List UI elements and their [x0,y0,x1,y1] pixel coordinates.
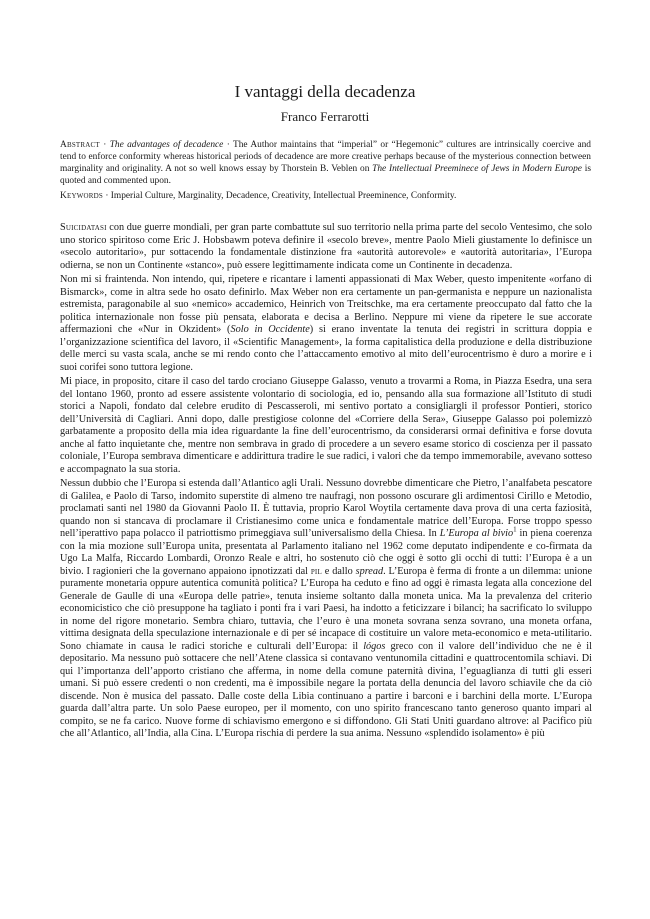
paragraph-4-text-e: greco con il valore dell’individuo che ne è il depositario. Ma nessuno può sottacere che nell’Atene classica si contavano ventunomila cittadini e quattrocentomila schiavi. Di qui l’importanza dell’apporto cristiano che afferma, in nome della comune paternità divina, l’eguaglianza di tutti gli esseri umani. Si può essere credenti o non credenti, ma è impossibile negare la portata della denuncia del lavoro schiavile che da ciò discende. Non è musica del passato. Dalle coste della Libia continuano a partire i barconi e i barchini della morte. L’Europa guarda dall’altra parte. Un solo Paese europeo, per il momento, con uno spirito francescano tanto generoso quanto impari al compito, se ne fa carico. Nuove forme di schiavismo emergono e si diffondono. Gli Stati Uniti guardano altrove: al Pacifico più che all’Atlantico, all’India, alla Cina. L’Europa rischia di perdere la sua anima. Nessuno «splendido isolamento» è più [60,640,592,739]
paragraph-4-logos: lógos [363,640,386,652]
paragraph-1 [60,222,592,272]
paragraph-2-italic: Solo in Occidente [230,324,310,335]
abstract-book-title: The Intellectual Preeminece of Jews in Modern Europe [372,164,582,174]
article-author: Franco Ferrarotti [280,109,370,124]
paragraph-lead-word: Suicidatasi [60,222,107,233]
paragraph-4-text-b: in piena coerenza con la mia mozione sull’Europa unita, presentata al Parlamento italiano nel 1962 come deputato indipendente e co-firmata da Ugo La Malfa, Riccardo Lombardi, Oronzo Reale e altri, ho sostenuto ciò che oggi è sotto gli occhi di tutti: l’Europa è a un bivio. I ragionieri che la governano appaiono ipnotizzati dal [60,528,592,577]
paragraph-4-pil: pil [310,565,322,577]
abstract-block [60,139,591,202]
paragraph-4-text-a: Nessun dubbio che l’Europa si estenda dall’Atlantico agli Urali. Nessuno dovrebbe dimenticare che Pietro, l’analfabeta pescatore di Galilea, e Paolo di Tarso, indomito superstite di almeno tre naufragi, non possono oscurare gli ardimentosi Cirillo e Metodio, proclamati santi nel 1980 da Giovanni Paolo II. È tuttavia, proprio Karol Woytila certamente dava prova di una certa faziosità, quando non si stancava di proclamare il Cristianesimo come unica e fondamentale matrice dell’Europa. Forse troppo spesso nell’iperattivo papa polacco il patriottismo primeggiava sull’universalismo della Chiesa. In [60,478,592,539]
article-title: I vantaggi della decadenza [234,82,416,101]
paragraph-4-text-c: e dallo [321,565,356,577]
footnote-ref-1[interactable]: 1 [513,525,517,534]
paragraph-2-text-a: Non mi si fraintenda. Non intendo, qui, ripetere e ricantare i lamenti appassionati di Max Weber, questo impenitente «orfano di Bismarck», come in altra sede ho osato definirlo. Max Weber non era certamente un pan-germanista e neppure un nazionalista estremista, paragonabile al suo «nemico» accademico, Heinrich von Treitschke, ma era certamente preoccupato dal fatto che la politica internazionale non fosse più pensata, elaborata e decisa a Berlino. Neppure mi viene da ripetere le sue accorate affermazioni che «Nur in Okzident» ( [60,274,592,335]
article-body [60,222,592,743]
paragraph-4-spread: spread [355,565,384,577]
abstract-separator: · [99,140,110,150]
abstract-text-end: is quoted and commented upon. [60,164,591,186]
paragraph-2 [60,274,592,374]
abstract [60,139,591,187]
keywords-label: Keywords [60,191,103,201]
keywords-separator: · [102,191,111,201]
paragraph-2-text-b: ) si erano inventate la tenuta dei registri in scrittura doppia e l’organizzazione scientifica del lavoro, il «Scientific Management», la forma capitalistica della produzione e della distribuzione delle merci su vasta scala, anche se mi rendo conto che l’attaccamento emotivo al mito dell’eurocentrismo è duro a morire e i suoi corifei sono tuttora legione. [60,324,592,373]
paragraph-3: Mi piace, in proposito, citare il caso del tardo crociano Giuseppe Galasso, venuto a trovarmi a Roma, in Piazza Esedra, una sera del lontano 1960, pronto ad essere assistente volontario di sociologia, ed io, pensando alla sua formazione all’Istituto di studi storici a Napoli, fondato dal celebre erudito di Pescasseroli, mi sentivo portato a consigliargli il professor Pontieri, storico dell’Università di Cagliari. Anni dopo, dalle prestigiose colonne del «Corriere della Sera», Giuseppe Galasso poi polemizzò garbatamente a proposito della mia idea riguardante la fine dell’eurocentrismo, da considerarsi ormai definitiva e forse dovuta anche al fatto inquietante che, mentre non sembrava in grado di procedere a un severo esame storico di coscienza per il passato coloniale, l’Europa sembrava dimenticare e addirittura tradire le sue radici, i valori che da tempo immemorabile, avevano sotteso e accompagnato la sua storia. [60,376,592,475]
paragraph-1-text: con due guerre mondiali, per gran parte combattute sul suo territorio nella prima parte del secolo Ventesimo, che solo uno storico spiritoso come Eric J. Hobsbawm poteva definire il «secolo breve», mentre Paolo Mieli giustamente lo definisce un «secolo autoritario», pur sottacendo la fondamentale distinzione fra «autorità autorevole» e «autorità autoritaria», l’Europa odierna, se non un Continente «stanco», può essere legittimamente indicata come un Continente in decadenza. [60,222,592,271]
paragraph-4 [60,478,592,741]
keywords [60,190,591,202]
paragraph-4-book-title: L’Europa al bivio [439,528,514,539]
article-header [0,82,650,125]
paragraph-4-text-d: . L’Europa è ferma di fronte a un dilemma: unione puramente monetaria oppure autentica comunità politica? L’Europa ha ceduto e fino ad oggi è rimasta legata alla concezione del Generale de Gaulle di una «Europa delle patrie», tenuta insieme soltanto dalla moneta unica. Ma la prevalenza del criterio economicistico che ciò presuppone ha tagliato i ponti fra i vari Paesi, ha indotto a feticizzare i bilanci; ha sacrificato lo sviluppo in nome del rigore monetario. Sembra chiaro, tuttavia, che l’euro è una moneta sovrana senza sovrano, una moneta orfana, vittima designata della speculazione internazionale e di per sé incapace di costituire un valore meta-economico e meta-utilitario. Sono chiamate in causa le radici storiche e culturali dell’Europa: il [60,565,593,652]
keywords-text: Imperial Culture, Marginality, Decadence, Creativity, Intellectual Preeminence, Conformity. [110,191,457,201]
abstract-separator-2: · [223,140,233,150]
abstract-text: The Author maintains that “imperial” or “Hegemonic” cultures are intrinsically coercive and tend to enforce conformity whereas historical periods of decadence are more creative perhaps because of the mysterious connection between marginality and originality. A not so well knows essay by Thorstein B. Veblen on [60,140,591,174]
abstract-label: Abstract [60,140,100,150]
abstract-title: The advantages of decadence [109,140,224,150]
